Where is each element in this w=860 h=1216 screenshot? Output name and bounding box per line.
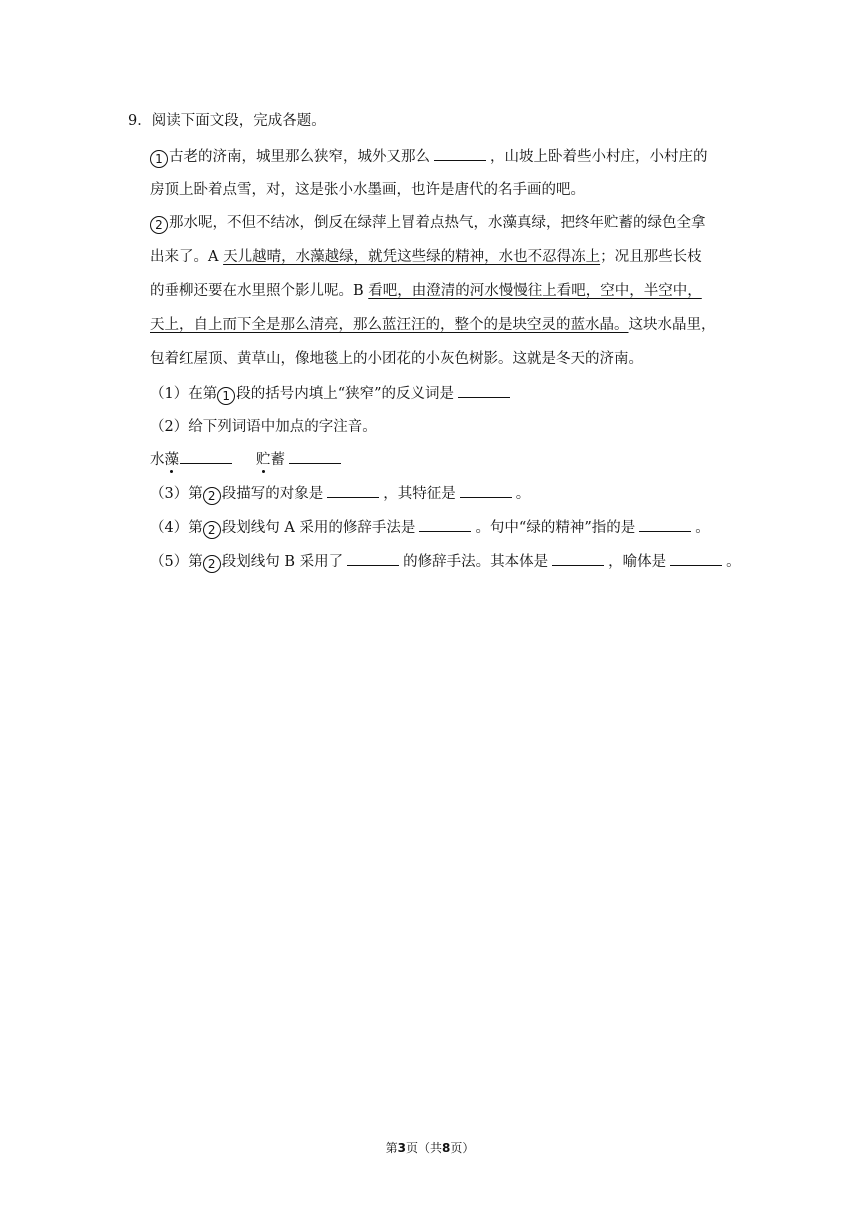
paragraph-marker-2: 2: [203, 487, 221, 505]
passage-text: 那水呢，不但不结冰，倒反在绿萍上冒着点热气，水藻真绿，把终年贮蓄的绿色全拿: [169, 215, 706, 231]
footer-text: 页）: [450, 1141, 475, 1155]
total-pages: 8: [442, 1141, 451, 1155]
q-text: （4）第: [150, 520, 203, 536]
paragraph-marker-1: 1: [150, 150, 168, 168]
paragraph-marker-2: 2: [203, 555, 221, 573]
paragraph-marker-2: 2: [203, 521, 221, 539]
q-text: 。: [515, 486, 531, 502]
footer-text: 第: [385, 1141, 398, 1155]
question-header: [128, 111, 326, 131]
paragraph-marker-2: 2: [150, 216, 168, 234]
answer-blank[interactable]: [419, 517, 471, 532]
answer-blank[interactable]: [670, 551, 722, 566]
subquestion-2-words: [150, 449, 345, 470]
answer-blank[interactable]: [180, 449, 232, 464]
passage-p2-line2: [150, 247, 702, 267]
passage-text: 这块水晶里，: [628, 317, 716, 333]
passage-p2-line3: [150, 281, 702, 301]
paragraph-marker-1: 1: [217, 387, 235, 405]
q-text: （2）给下列词语中加点的字注音。: [150, 419, 377, 435]
passage-text: 出来了。A: [150, 249, 224, 265]
q-text: ，其特征是: [383, 486, 456, 502]
q-text: （3）第: [150, 486, 203, 502]
passage-text: ，山坡上卧着些小村庄，小村庄的: [490, 149, 708, 165]
q-text: 的修辞手法。其本体是: [403, 554, 549, 570]
answer-blank[interactable]: [327, 483, 379, 498]
question-stem: ．阅读下面文段，完成各题。: [137, 113, 326, 129]
answer-blank[interactable]: [289, 449, 341, 464]
q-text: 段描写的对象是: [221, 486, 324, 502]
q-text: 段的括号内填上“狭窄”的反义词是: [236, 386, 455, 402]
q-text: （1）在第: [150, 386, 218, 402]
answer-blank[interactable]: [434, 146, 486, 161]
footer-text: 页（共: [405, 1141, 442, 1155]
q-text: 。: [695, 520, 710, 536]
answer-blank[interactable]: [552, 551, 604, 566]
subquestion-1: [150, 383, 514, 405]
q-text: 。句中“绿的精神”指的是: [475, 520, 636, 536]
underlined-sentence-b-cont: 天上，自上而下全是那么清亮，那么蓝汪汪的，整个的是块空灵的蓝水晶。: [150, 317, 629, 333]
subquestion-2: [150, 417, 377, 437]
passage-p1-line2: [150, 180, 585, 200]
word-text: 蓄: [270, 452, 285, 468]
q-text: ，喻体是: [608, 554, 667, 570]
subquestion-4: [150, 517, 710, 539]
subquestion-3: [150, 483, 530, 505]
q-text: 。: [726, 554, 741, 570]
passage-text: 包着红屋顶、黄草山，像地毯上的小团花的小灰色树影。这就是冬天的济南。: [150, 351, 643, 367]
page-footer: [0, 1139, 860, 1156]
word-text: 水: [150, 452, 165, 468]
passage-text: 古老的济南，城里那么狭窄，城外又那么: [169, 149, 430, 165]
dotted-char: 藻: [164, 452, 179, 468]
answer-blank[interactable]: [460, 483, 512, 498]
answer-blank[interactable]: [458, 383, 510, 398]
answer-blank[interactable]: [639, 517, 691, 532]
passage-p1-line1: [150, 146, 708, 168]
dotted-char: 贮: [256, 452, 271, 468]
q-text: 段划线句 B 采用了: [221, 554, 344, 570]
q-text: 段划线句 A 采用的修辞手法是: [221, 520, 416, 536]
question-number: 9: [128, 113, 138, 129]
passage-text: 房顶上卧着点雪，对，这是张小水墨画，也许是唐代的名手画的吧。: [150, 182, 585, 198]
q-text: （5）第: [150, 554, 203, 570]
answer-blank[interactable]: [347, 551, 399, 566]
underlined-sentence-b: 看吧，由澄清的河水慢慢往上看吧，空中，半空中，: [368, 283, 702, 299]
passage-p2-line5: [150, 349, 643, 369]
underlined-sentence-a: 天儿越晴，水藻越绿，就凭这些绿的精神，水也不忍得冻上: [223, 249, 601, 265]
passage-text: ；况且那些长枝: [600, 249, 702, 265]
passage-p2-line1: [150, 213, 706, 234]
subquestion-5: [150, 551, 741, 573]
passage-text: 的垂柳还要在水里照个影儿呢。B: [150, 283, 369, 299]
passage-p2-line4: [150, 315, 716, 335]
page-number: 3: [397, 1141, 406, 1155]
